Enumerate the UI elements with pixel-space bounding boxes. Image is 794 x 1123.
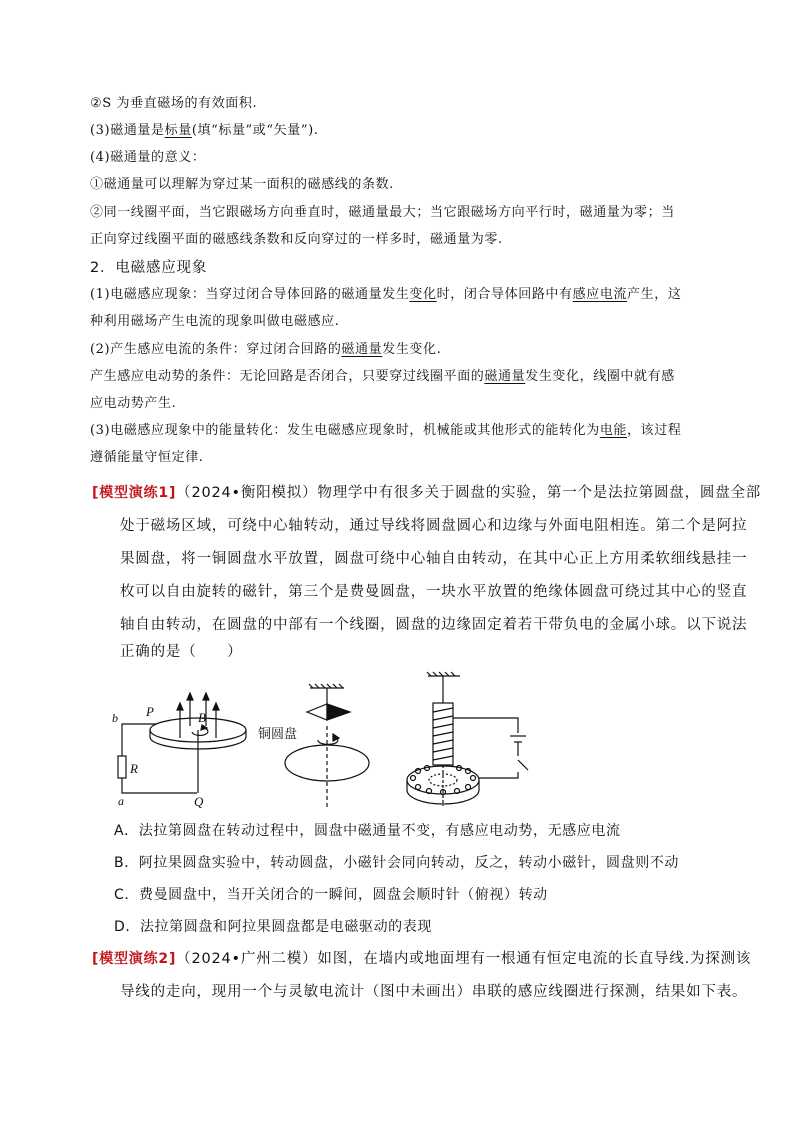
label-R: R [130, 761, 138, 776]
option-c[interactable]: C．费曼圆盘中，当开关闭合的一瞬间，圆盘会顺时针（俯视）转动 [114, 887, 548, 903]
question-line: [模型演练1]（2024•衡阳模拟）物理学中有很多关于圆盘的实验，第一个是法拉第圆盘，圆盘全部 [92, 485, 762, 501]
option-b[interactable]: B．阿拉果圆盘实验中，转动圆盘，小磁针会同向转动，反之，转动小磁针，圆盘则不动 [114, 855, 680, 871]
answer-blank: 标量 [164, 123, 192, 138]
text-line: (1)电磁感应现象：当穿过闭合导体回路的磁通量发生变化时，闭合导体回路中有感应电流产生，这 [90, 287, 682, 302]
question-line: 导线的走向，现用一个与灵敏电流计（图中未画出）串联的感应线圈进行探测，结果如下表。 [120, 984, 748, 1000]
label-Q: Q [194, 794, 204, 808]
option-a[interactable]: A．法拉第圆盘在转动过程中，圆盘中磁通量不变，有感应电动势，无感应电流 [114, 823, 621, 839]
text-line: 种利用磁场产生电流的现象叫做电磁感应. [90, 314, 340, 329]
question-tag: [模型演练2] [92, 951, 177, 967]
section-heading: 2．电磁感应现象 [90, 260, 208, 276]
label-b: b [112, 711, 118, 725]
question-tag: [模型演练1] [92, 485, 177, 501]
answer-blank: 变化 [409, 287, 437, 302]
question-line: [模型演练2]（2024•广州二模）如图，在墙内或地面埋有一根通有恒定电流的长直导线.为探测该 [92, 951, 752, 967]
answer-blank: 电能 [599, 423, 628, 438]
label-a: a [118, 794, 124, 808]
answer-blank: 磁通量 [484, 369, 526, 384]
text-line: 产生感应电动势的条件：无论回路是否闭合，只要穿过线圈平面的磁通量发生变化，线圈中就有感 [90, 369, 675, 384]
text-line: 应电动势产生. [90, 396, 177, 411]
answer-blank: 感应电流 [572, 287, 628, 302]
arago-disk-figure [258, 684, 369, 808]
option-d[interactable]: D．法拉第圆盘和阿拉果圆盘都是电磁驱动的表现 [114, 919, 432, 935]
feynman-disk-figure [407, 672, 528, 806]
question-line: 枚可以自由旋转的磁针，第三个是费曼圆盘，一块水平放置的绝缘体圆盘可绕过其中心的竖直 [120, 584, 748, 600]
question-line: 正确的是（ ） [120, 644, 243, 660]
question-line: 处于磁场区域，可绕中心轴转动，通过导线将圆盘圆心和边缘与外面电阻相连。第二个是阿拉 [120, 518, 748, 534]
faraday-disk-figure [112, 693, 246, 808]
text-line: ①磁通量可以理解为穿过某一面积的磁感线的条数. [90, 177, 394, 192]
text-line: (3)磁通量是标量(填“标量”或“矢量”). [90, 123, 319, 138]
text-line: (2)产生感应电流的条件：穿过闭合回路的磁通量发生变化. [90, 342, 442, 357]
text-line: (3)电磁感应现象中的能量转化：发生电磁感应现象时，机械能或其他形式的能转化为电能，该过程 [90, 423, 682, 438]
label-P: P [146, 704, 154, 719]
text-line: ②同一线圈平面，当它跟磁场方向垂直时，磁通量最大；当它跟磁场方向平行时，磁通量为零；当 [90, 205, 675, 220]
answer-blank: 磁通量 [341, 342, 383, 357]
text-line: 正向穿过线圈平面的磁感线条数和反向穿过的一样多时，磁通量为零. [90, 232, 503, 247]
label-B: B [198, 710, 206, 725]
text-line: 遵循能量守恒定律. [90, 450, 204, 465]
text-line: (4)磁通量的意义： [90, 150, 206, 165]
label-copper-disk: 铜圆盘 [258, 726, 298, 741]
question-line: 轴自由转动，在圆盘的中部有一个线圈，圆盘的边缘固定着若干带负电的金属小球。以下说法 [120, 617, 748, 633]
experiment-figure [100, 668, 560, 808]
text-line: ②S 为垂直磁场的有效面积. [90, 96, 258, 111]
question-line: 果圆盘，将一铜圆盘水平放置，圆盘可绕中心轴自由转动，在其中心正上方用柔软细线悬挂一 [120, 551, 748, 567]
